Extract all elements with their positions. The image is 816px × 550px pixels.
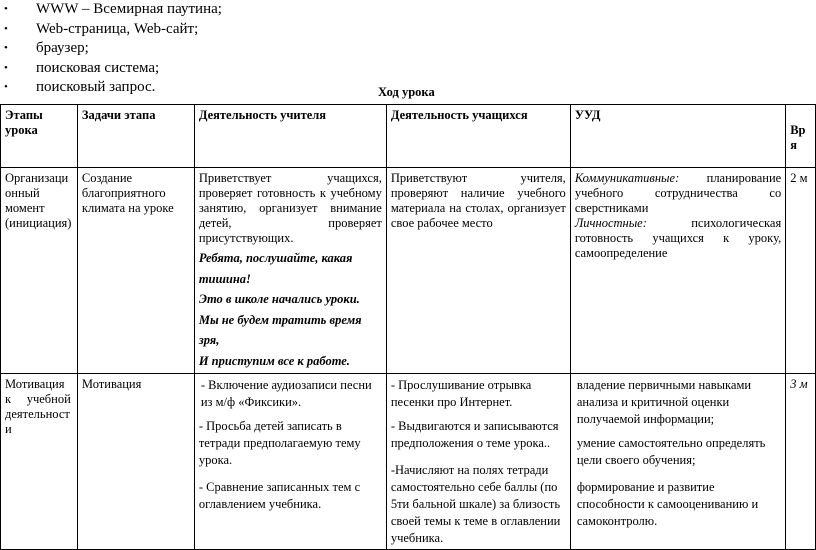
row2-students: - Прослушивание отрывка песенки про Интернет. - Выдвигаются и записываются предположения о теме урока.. -Начисляют на полях тетради самостоятельно себе баллы (по 5ти бальной шкале) за близость своей темы к теме в оглавлении учебника.: [386, 374, 570, 550]
lesson-table: [0, 104, 816, 550]
row2-uud: владение первичными навыками анализа и критичной оценки получаемой информации; умение самостоятельно определять цели своего обучения; формирование и развитие способности к самооцениванию и самоконтролю.: [570, 374, 785, 550]
list-item: • поисковая система;: [4, 59, 160, 76]
header-students: Деятельность учащихся: [386, 105, 570, 168]
row1-time: 2 м: [786, 168, 816, 374]
list-item: • поисковый запрос.: [4, 79, 156, 95]
teacher-phrases: Ребята, послушайте, какая тишина! Это в школе начались уроки. Мы не будем тратить время зря, И приступим все к работе.: [198, 251, 362, 368]
section-title: Ход урока: [378, 85, 435, 99]
list-item: • браузер;: [4, 40, 89, 56]
row2-time: 3 м: [786, 374, 816, 550]
table-header-row: [1, 105, 816, 168]
row1-teacher: Приветствует учащихся, проверяет готовность к учебному занятию, организует внимание детей, проверяет присутствующих. Ребята, послушайте, какая тишина! Это в школе начались уроки. Мы не будем тратить время зря, И приступим все к работе.: [194, 168, 386, 374]
table-row: [1, 168, 816, 374]
header-teacher: Деятельность учителя: [194, 105, 386, 168]
row1-stage: Организаци онный момент (инициация): [1, 168, 78, 374]
header-uud: УУД: [570, 105, 785, 168]
list-item: • WWW – Всемирная паутина;: [4, 1, 222, 17]
row2-stage: Мотивация к учебной деятельност и: [1, 374, 78, 550]
row2-tasks: Мотивация: [77, 374, 194, 550]
table-row: [1, 374, 816, 550]
term-list: [0, 0, 222, 98]
header-tasks: Задачи этапа: [77, 105, 194, 168]
row1-students: Приветствуют учителя, проверяют наличие учебного материала на столах, организует свое рабочее место: [386, 168, 570, 374]
row1-uud: Коммуникативные: планирование учебного сотрудничества со сверстниками Личностные: психологическая готовность учащихся к уроку, самоопределение: [570, 168, 785, 374]
row1-tasks: Создание благоприятного климата на уроке: [77, 168, 194, 374]
list-item: • Web-страница, Web-сайт;: [4, 20, 199, 37]
row2-teacher: - Включение аудиозаписи песни из м/ф «Фиксики». - Просьба детей записать в тетради предполагаемую тему урока. - Сравнение записанных тем с оглавлением учебника.: [194, 374, 386, 550]
header-time: Вр я: [786, 105, 816, 168]
header-stage: Этапы урока: [1, 105, 78, 168]
